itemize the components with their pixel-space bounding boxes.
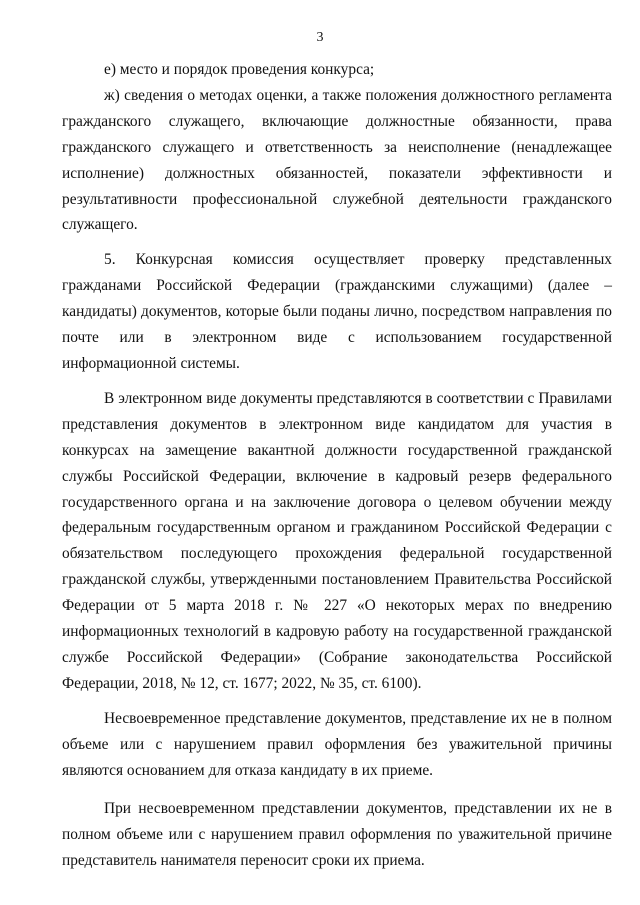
- document-body: [62, 57, 612, 874]
- paragraph-late-submission: Несвоевременное представление документов, представление их не в полном объеме или с нарушением правил оформления без уважительной причины являются основанием для отказа кандидату в их приеме.: [62, 709, 612, 779]
- paragraph-5: 5. Конкурсная комиссия осуществляет проверку представленных гражданами Российской Федерации (гражданскими служащими) (далее – кандидаты) документов, которые были поданы лично, посредством направления по почте или в электронном виде с использованием государственной информационной системы.: [62, 251, 612, 372]
- paragraph-electronic-submission: В электронном виде документы представляются в соответствии с Правилами представления документов в электронном виде кандидатом для участия в конкурсах на замещение вакантной должности государственной гражданской службы Российской Федерации, включение в кадровый резерв федерального государственного органа и на заключение договора о целевом обучении между федеральным государственным органом и гражданином Российской Федерации с обязательством последующего прохождения федеральной государственной гражданской службы, утвержденными постановлением Правительства Российской Федерации от 5 марта 2018 г. № 227 «О некоторых мерах по внедрению информационных технологий в кадровую работу на государственной гражданской службе Российской Федерации» (Собрание законодательства Российской Федерации, 2018, № 12, ст. 1677; 2022, № 35, ст. 6100).: [62, 389, 612, 692]
- paragraph-valid-reason: При несвоевременном представлении документов, представлении их не в полном объеме или с нарушением правил оформления по уважительной причине представитель нанимателя переносит сроки их приема.: [62, 800, 612, 870]
- list-item-zh: ж) сведения о методах оценки, а также положения должностного регламента гражданского служащего, включающие должностные обязанности, права гражданского служащего и ответственность за неисполнение (ненадлежащее исполнение) должностных обязанностей, показатели эффективности и результативности профессиональной служебной деятельности гражданского служащего.: [62, 86, 612, 234]
- page-number: 3: [316, 30, 324, 45]
- list-item-e: е) место и порядок проведения конкурса;: [104, 61, 375, 78]
